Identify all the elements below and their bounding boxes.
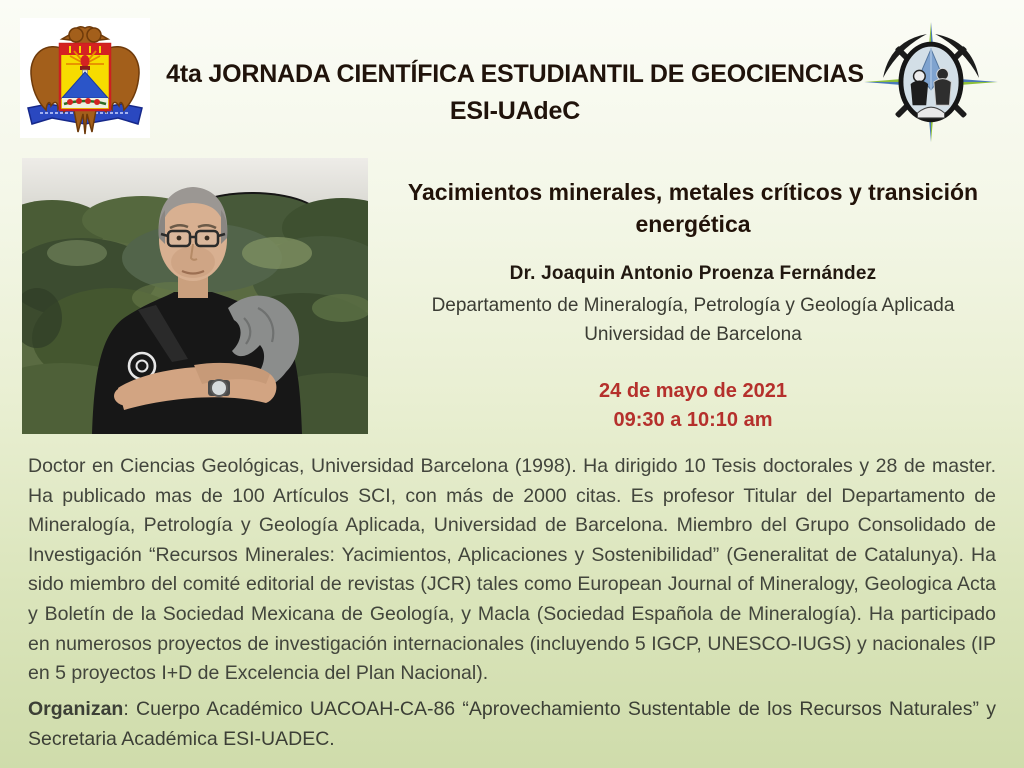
- affiliation-university: Universidad de Barcelona: [584, 324, 802, 345]
- speaker-name: Dr. Joaquin Antonio Proenza Fernández: [509, 263, 877, 284]
- organizers-label: Organizan: [28, 698, 124, 720]
- geosciences-logo-box: [858, 20, 1004, 144]
- speaker-biography: Doctor en Ciencias Geológicas, Universidad Barcelona (1998). Ha dirigido 10 Tesis doctorales y 28 de master. Ha publicado mas de 100 Artículos SCI, con más de 2000 citas. Es profesor Titular del Departamento de Mineralogía, Petrología y Geología Aplicada, Universidad de Barcelona. Miembro del Grupo Consolidado de Investigación “Recursos Minerales: Yacimientos, Aplicaciones y Sostenibilidad” (Generalitat de Catalunya). Ha sido miembro del comité editorial de revistas (JCR) tales como European Journal of Mineralogy, Geologica Acta y Boletín de la Sociedad Mexicana de Geología, y Macla (Sociedad Española de Mineralogía). Ha participado en numerosos proyectos de investigación internacionales (incluyendo 5 IGCP, UNESCO-IUGS) y nacionales (IP en 5 proyectos I+D de Excelencia del Plan Nacional).: [28, 455, 996, 685]
- event-time: 09:30 a 10:10 am: [613, 409, 773, 431]
- page-title-line1: 4ta JORNADA CIENTÍFICA ESTUDIANTIL DE GEOCIENCIAS: [166, 60, 864, 88]
- page-title: [150, 56, 880, 130]
- talk-title: [375, 176, 1011, 240]
- geosciences-mining-emblem-icon: [858, 20, 1004, 144]
- uadec-logo-box: [20, 18, 150, 138]
- event-date: 24 de mayo de 2021: [599, 380, 787, 402]
- speaker-photo-frame: [22, 158, 368, 434]
- speaker-affiliation: [375, 291, 1011, 349]
- page-title-line2: ESI-UAdeC: [449, 97, 581, 125]
- talk-title-line1: Yacimientos minerales, metales críticos y transición: [407, 179, 979, 205]
- organizers-text: : Cuerpo Académico UACOAH-CA-86 “Aprovechamiento Sustentable de los Recursos Naturales” y Secretaria Académica ESI-UADEC.: [28, 698, 996, 750]
- uadec-coat-of-arms-icon: [20, 18, 150, 138]
- event-datetime: [375, 377, 1011, 435]
- speaker-portrait-photo: [22, 158, 368, 434]
- affiliation-department: Departamento de Mineralogía, Petrología y Geología Aplicada: [431, 295, 955, 316]
- talk-title-line2: energética: [635, 211, 751, 237]
- organizers-line: [28, 694, 996, 754]
